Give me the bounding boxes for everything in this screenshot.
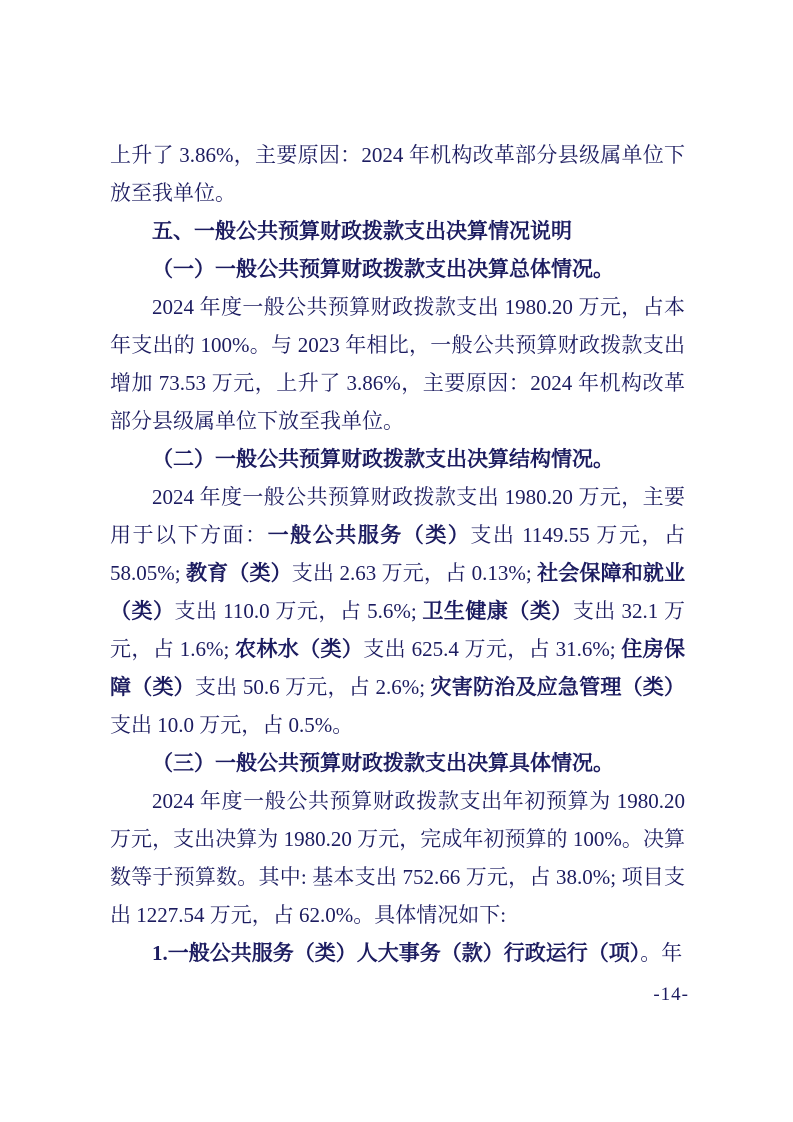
text-run: 2024 年度一般公共预算财政拨款支出 1980.20 万元，主要用于以下方面： bbox=[110, 485, 685, 547]
text-run: 支出 50.6 万元，占 2.6%; bbox=[194, 675, 431, 699]
paragraph-detail: 2024 年度一般公共预算财政拨款支出年初预算为 1980.20 万元，支出决算为 1980.20 万元，完成年初预算的 100%。决算数等于预算数。其中: 基本支出 752.66 万元，占 38.0%; 项目支出 1227.54 万元，占 62.0%。具体情况如下: bbox=[110, 789, 685, 927]
text-run-category: 灾害防治及应急管理（类） bbox=[430, 675, 686, 699]
text-run-category: 一般公共服务（类） bbox=[267, 523, 471, 547]
subsection-heading-1: （一）一般公共预算财政拨款支出决算总体情况。 bbox=[152, 257, 614, 281]
subsection-heading-2: （二）一般公共预算财政拨款支出决算结构情况。 bbox=[152, 447, 614, 471]
text-run: 支出 625.4 万元，占 31.6%; bbox=[363, 637, 622, 661]
text-run: 。年 bbox=[640, 941, 683, 965]
paragraph-overall: 2024 年度一般公共预算财政拨款支出 1980.20 万元，占本年支出的 100%。与 2023 年相比，一般公共预算财政拨款支出增加 73.53 万元，上升了 3.86%，主要原因：2024 年机构改革部分县级属单位下放至我单位。 bbox=[110, 295, 685, 433]
section-heading: 五、一般公共预算财政拨款支出决算情况说明 bbox=[152, 219, 572, 243]
text-run: 支出 1149.55 万元，占 58.05%; bbox=[110, 523, 686, 585]
text-run: 支出 110.0 万元，占 5.6%; bbox=[174, 599, 423, 623]
text-run-category: 社会保障和就业（类） bbox=[110, 561, 686, 623]
text-run-item-title: 1.一般公共服务（类）人大事务（款）行政运行（项） bbox=[152, 941, 641, 965]
page-number: -14- bbox=[653, 984, 689, 1005]
paragraph-item-1 bbox=[110, 934, 685, 972]
paragraph-carryover: 上升了 3.86%，主要原因：2024 年机构改革部分县级属单位下放至我单位。 bbox=[110, 143, 685, 205]
text-run: 支出 32.1 万元，占 1.6%; bbox=[110, 599, 686, 661]
text-run: 支出 2.63 万元，占 0.13%; bbox=[291, 561, 538, 585]
text-run-category: 卫生健康（类） bbox=[422, 599, 573, 623]
text-run-category: 住房保障（类） bbox=[110, 637, 686, 699]
text-run-category: 教育（类） bbox=[185, 561, 292, 585]
paragraph-structure bbox=[110, 478, 685, 744]
subsection-heading-3: （三）一般公共预算财政拨款支出决算具体情况。 bbox=[152, 751, 614, 775]
text-run-category: 农林水（类） bbox=[234, 637, 364, 661]
text-run: 支出 10.0 万元，占 0.5%。 bbox=[110, 713, 354, 737]
